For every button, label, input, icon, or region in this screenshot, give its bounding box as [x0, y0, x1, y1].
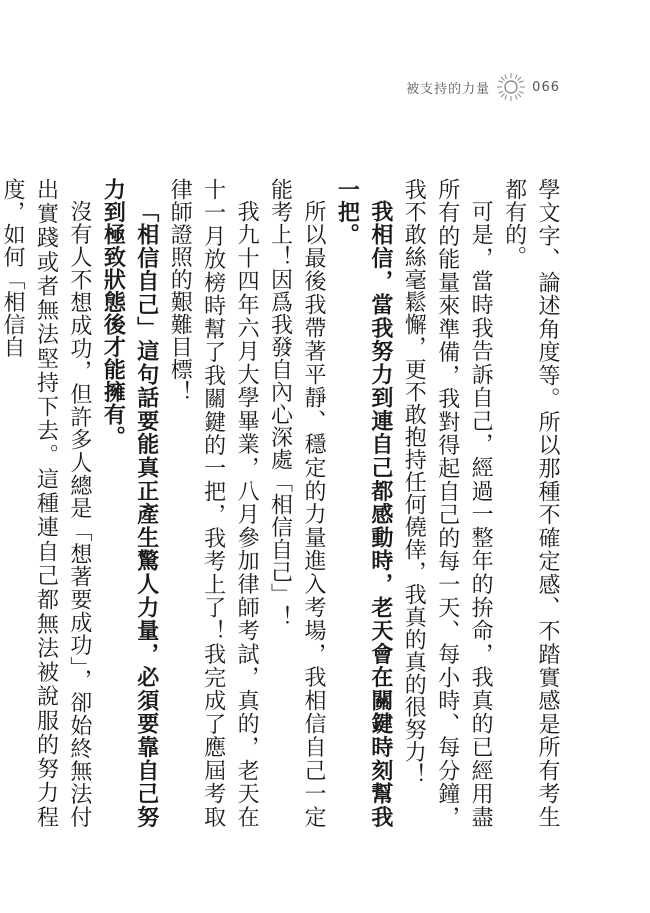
- paragraph: 沒有人不想成功，但許多人總是「想著要成功」，卻始終無法付出實踐或者無法堅持下去。這種連自己都無法被說服的努力程度，如何「相信自: [0, 178, 92, 828]
- paragraph: 所以最後我帶著平靜、穩定的力量進入考場，我相信自己一定能考上！因爲我發自內心深處「相信自己」！: [267, 178, 326, 828]
- chapter-title: 被支持的力量: [406, 81, 491, 97]
- paragraph: 「相信自己」這句話要能真正產生驚人力量，必須要靠自己努力到極致狀態後才能擁有。: [100, 178, 160, 828]
- sun-icon: [496, 72, 526, 102]
- page-number: 066: [532, 79, 560, 95]
- running-header: [406, 72, 560, 102]
- paragraph: 我九十四年六月大學畢業，八月參加律師考試，真的，老天在十一月放榜時幫了我關鍵的一把，我考上了！我完成了應屆考取律師證照的艱難目標！: [167, 178, 260, 828]
- paragraph: 學文字、論述角度等。所以那種不確定感、不踏實感是所有考生都有的。: [501, 178, 560, 828]
- paragraph: 我相信，當我努力到連自己都感動時，老天會在關鍵時刻幫我一把。: [334, 178, 394, 828]
- paragraph: 可是，當時我告訴自己，經過一整年的拚命，我真的已經用盡所有的能量來準備，我對得起自己的每一天、每小時、每分鐘，我不敢絲毫鬆懈，更不敢抱持任何僥倖，我真的真的很努力！: [401, 178, 494, 828]
- body-text: [0, 178, 564, 828]
